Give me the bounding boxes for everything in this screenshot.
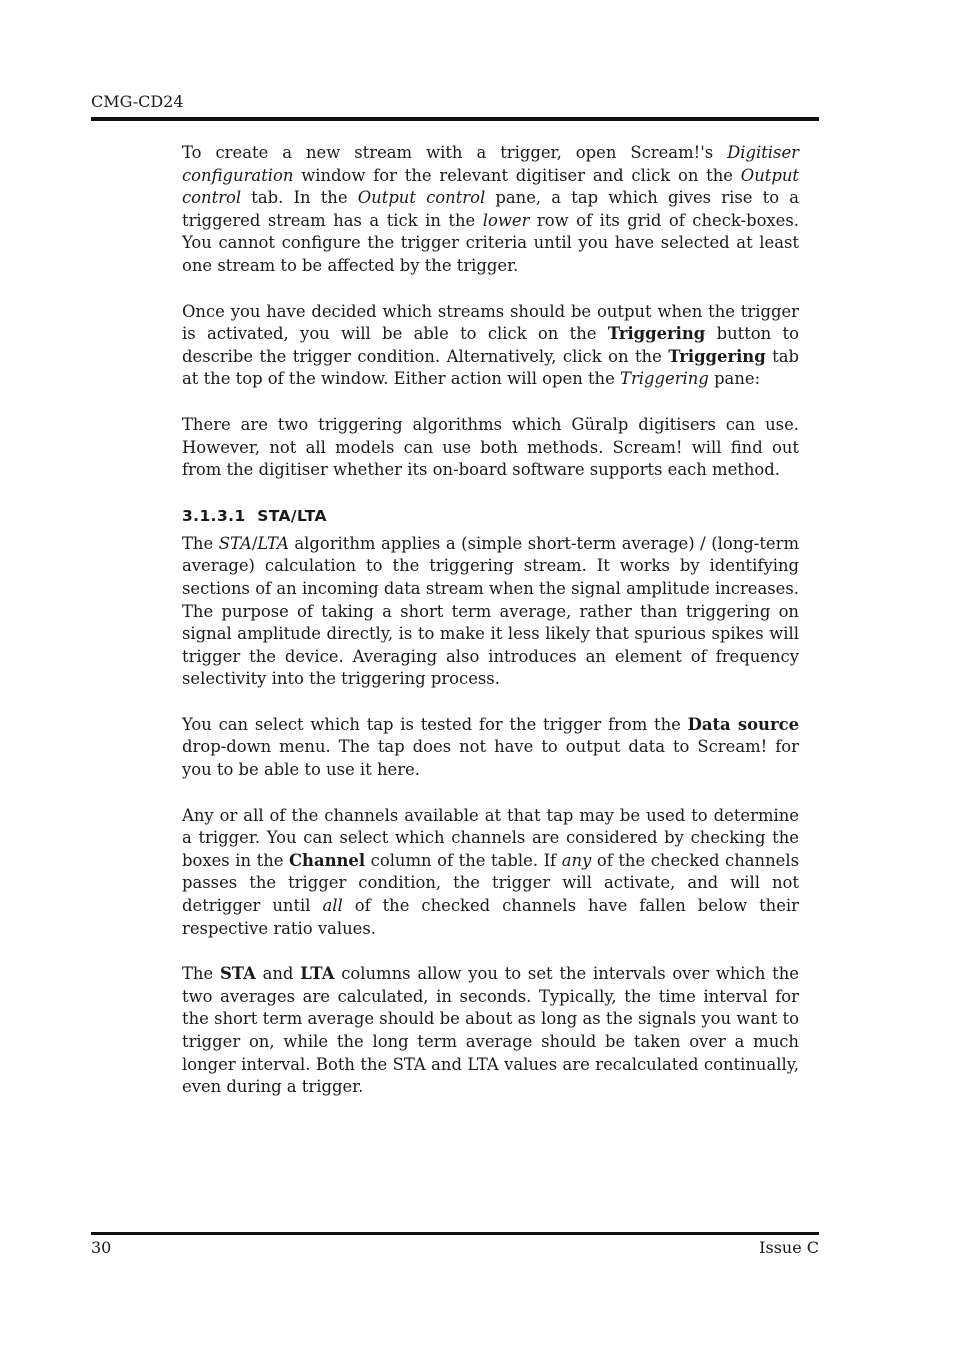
section-heading: 3.1.3.1 STA/LTA — [182, 506, 327, 525]
issue-label: Issue C — [759, 1238, 819, 1257]
paragraph-sta-lta-columns: The STA and LTA columns allow you to set the intervals over which the two averages are calculated, in seconds. Typically, the time interval for the short term average should be about as long as the signals you want to trigger on, while the long term average should be taken over a much longer interval. Both the STA and LTA values are recalculated continually, even during a trigger. — [182, 964, 800, 1097]
running-header: CMG-CD24 — [91, 92, 184, 111]
paragraph-channels: Any or all of the channels available at that tap may be used to determine a trigger. You can select which channels are considered by checking the boxes in the Channel column of the table. If any of the checked channels passes the trigger condition, the trigger will activate, and will not detrigger until all of the checked channels have fallen below their respective ratio values. — [182, 805, 800, 938]
header-rule — [91, 117, 819, 121]
paragraph-create-stream: To create a new stream with a trigger, open Scream!'s Digitiser configuration window for the relevant digitiser and click on the Output control tab. In the Output control pane, a tap which gives rise to a triggered stream has a tick in the lower row of its grid of check-boxes. You cannot configure the trigger criteria until you have selected at least one stream to be affected by the trigger. — [182, 143, 799, 275]
main-content — [182, 142, 799, 1122]
footer-rule — [91, 1232, 819, 1235]
paragraph-sta-lta-algorithm: The STA/LTA algorithm applies a (simple short-term average) / (long-term average) calculation to the triggering stream. It works by identifying sections of an incoming data stream when the signal amplitude increases. The purpose of taking a short term average, rather than triggering on signal amplitude directly, is to make it less likely that spurious spikes will trigger the device. Averaging also introduces an element of frequency selectivity into the triggering process. — [182, 533, 799, 689]
page-number: 30 — [91, 1238, 112, 1257]
paragraph-algorithms: There are two triggering algorithms which Güralp digitisers can use. However, not all models can use both methods. Scream! will find out from the digitiser whether its on-board software supports each method. — [182, 414, 799, 480]
paragraph-data-source: You can select which tap is tested for the trigger from the Data source drop-down menu. The tap does not have to output data to Scream! for you to be able to use it here. — [182, 714, 799, 780]
paragraph-triggering-button: Once you have decided which streams should be output when the trigger is activated, you will be able to click on the Triggering button to describe the trigger condition. Alternatively, click on the Triggering tab at the top of the window. Either action will open the Triggering pane: — [182, 301, 799, 389]
